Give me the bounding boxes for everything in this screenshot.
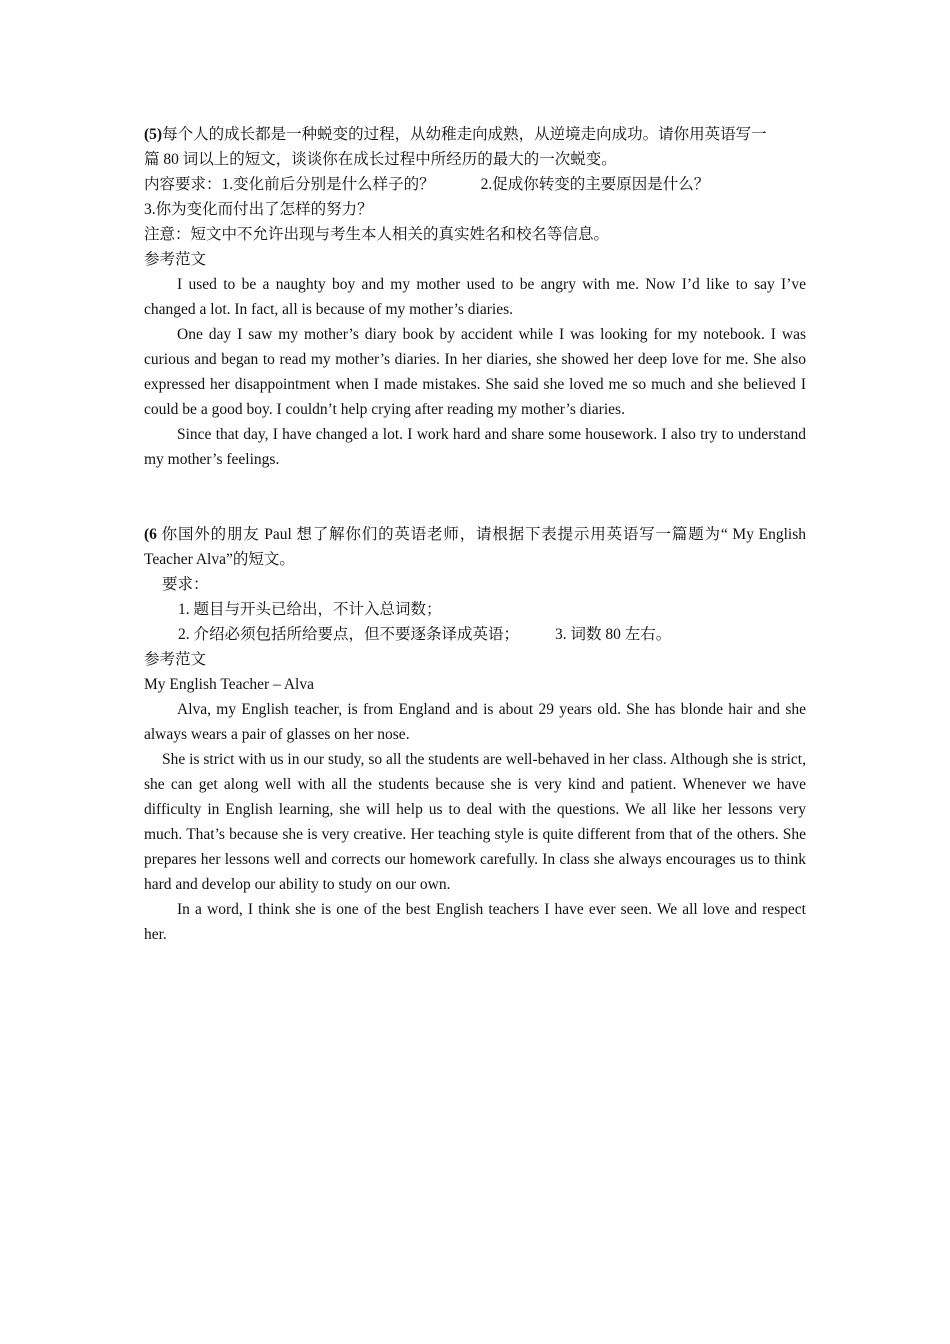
task6-paragraph-3: In a word, I think she is one of the best English teachers I have ever seen. We all love and respect her. [144,901,806,943]
task5-prompt-line2: 篇 80 词以上的短文，谈谈你在成长过程中所经历的最大的一次蜕变。 [144,151,617,168]
task6-essay-title: My English Teacher – Alva [144,676,314,693]
task5-paragraph-3: Since that day, I have changed a lot. I work hard and share some housework. I also try to understand my mother’s feelings. [144,426,806,468]
task6-number: (6 [144,526,157,543]
task5-paragraph-1: I used to be a naughty boy and my mother used to be angry with me. Now I’d like to say I’ve changed a lot. In fact, all is because of my mother’s diaries. [144,276,806,318]
task5-req-c: 3.你为变化而付出了怎样的努力？ [144,201,373,218]
task6-req-3: 3. 词数 80 左右。 [555,626,672,643]
task5-number: (5) [144,126,163,143]
document-page [144,122,806,947]
task6-req-2: 2. 介绍必须包括所给要点，但不要逐条译成英语； [178,626,520,643]
task5-prompt-text: 每个人的成长都是一种蜕变的过程，从幼稚走向成熟，从逆境走向成功。请你用英语写一 [162,126,767,143]
task5-prompt-line1 [144,122,806,147]
task6-req-label: 要求： [162,576,209,593]
task5-req-b: 2.促成你转变的主要原因是什么？ [480,176,710,193]
task6-req-1: 1. 题目与开头已给出，不计入总词数； [178,601,442,618]
task6-prompt-text: 你国外的朋友 Paul 想了解你们的英语老师，请根据下表提示用英语写一篇题为“ My English Teacher Alva”的短文。 [144,526,806,568]
task6-paragraph-1: Alva, my English teacher, is from England and is about 29 years old. She has blonde hair and she always wears a pair of glasses on her nose. [144,701,806,743]
task5-requirements [144,172,806,197]
task5-note: 注意：短文中不允许出现与考生本人相关的真实姓名和校名等信息。 [144,226,610,243]
task5-sample-label: 参考范文 [144,251,207,268]
task6-prompt [144,522,806,572]
task6-req-2-3 [144,622,806,647]
task5-paragraph-2: One day I saw my mother’s diary book by accident while I was looking for my notebook. I was curious and began to read my mother’s diaries. In her diaries, she showed her deep love for me. She also expressed her disappointment when I made mistakes. She said she loved me so much and she believed I could be a good boy. I couldn’t help crying after reading my mother’s diaries. [144,326,806,418]
task6-sample-label: 参考范文 [144,651,207,668]
task5-req-a: 内容要求：1.变化前后分别是什么样子的？ [144,176,435,193]
task6-paragraph-2: She is strict with us in our study, so all the students are well-behaved in her class. Although she is strict, she can get along well with all the students because she is very kind and patient. Whenever we have difficulty in English learning, she will help us to deal with the questions. We all like her lessons very much. That’s because she is very creative. Her teaching style is quite different from that of the others. She prepares her lessons well and corrects our homework carefully. In class she always encourages us to think hard and develop our ability to study on our own. [144,751,806,893]
